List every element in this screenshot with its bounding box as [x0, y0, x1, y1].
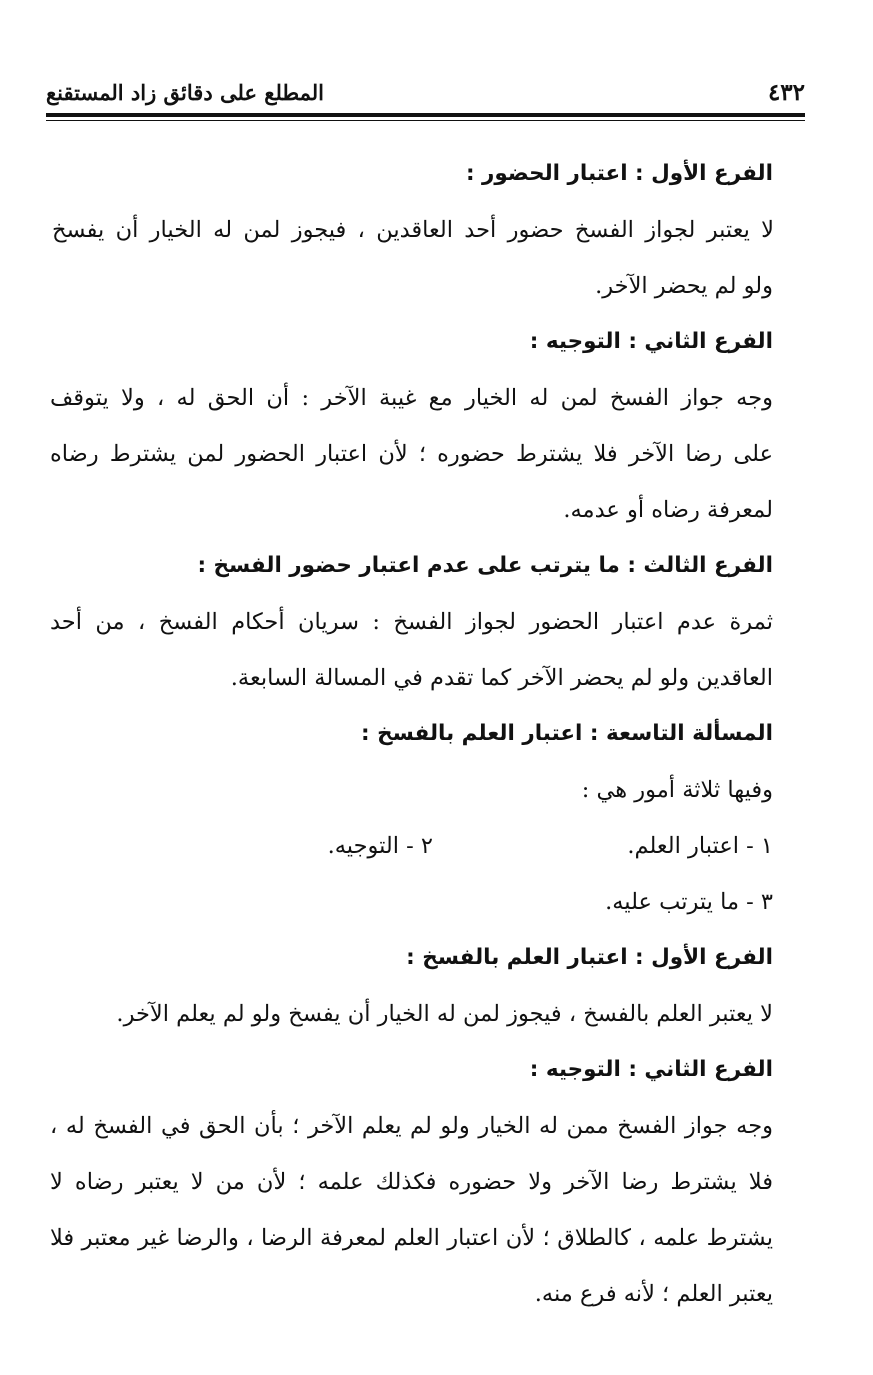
list-item: ١ - اعتبار العلم.	[627, 833, 773, 859]
page-header	[46, 72, 805, 112]
heading-branch-one-knowledge: الفرع الأول : اعتبار العلم بالفسخ :	[406, 945, 773, 970]
header-rule-thin	[46, 120, 805, 121]
header-rule-thick	[46, 113, 805, 117]
paragraph-line: ثمرة عدم اعتبار الحضور لجواز الفسخ : سريان أحكام الفسخ ، من أحد	[50, 609, 773, 635]
paragraph-line: العاقدين ولو لم يحضر الآخر كما تقدم في المسالة السابعة.	[230, 665, 773, 691]
paragraph-line: وفيها ثلاثة أمور هي :	[581, 777, 773, 803]
paragraph-line: يعتبر العلم ؛ لأنه فرع منه.	[534, 1281, 773, 1307]
list-item: ٢ - التوجيه.	[327, 833, 433, 859]
paragraph-line: يشترط علمه ، كالطلاق ؛ لأن اعتبار العلم لمعرفة الرضا ، والرضا غير معتبر فلا	[50, 1225, 773, 1251]
paragraph-line: لا يعتبر العلم بالفسخ ، فيجوز لمن له الخيار أن يفسخ ولو لم يعلم الآخر.	[116, 1001, 773, 1027]
heading-branch-two-justification: الفرع الثاني : التوجيه :	[529, 329, 773, 354]
running-title: المطلع على دقائق زاد المستقنع	[46, 79, 325, 105]
paragraph-line: وجه جواز الفسخ ممن له الخيار ولو لم يعلم الآخر ؛ بأن الحق في الفسخ له ،	[50, 1113, 773, 1139]
page-number: ٤٣٢	[767, 78, 805, 106]
page-body	[50, 146, 773, 1322]
paragraph-line: ولو لم يحضر الآخر.	[595, 273, 773, 299]
paragraph-line: فلا يشترط رضا الآخر ولا حضوره فكذلك علمه ؛ لأن من لا يعتبر رضاه لا	[50, 1169, 773, 1195]
paragraph-line: لا يعتبر لجواز الفسخ حضور أحد العاقدين ، فيجوز لمن له الخيار أن يفسخ	[52, 217, 774, 243]
heading-branch-three-consequence: الفرع الثالث : ما يترتب على عدم اعتبار حضور الفسخ :	[197, 553, 773, 578]
paragraph-line: على رضا الآخر فلا يشترط حضوره ؛ لأن اعتبار الحضور لمن يشترط رضاه	[50, 441, 773, 467]
paragraph-line: وجه جواز الفسخ لمن له الخيار مع غيبة الآخر : أن الحق له ، ولا يتوقف	[50, 385, 773, 411]
paragraph-line: لمعرفة رضاه أو عدمه.	[563, 497, 773, 523]
heading-branch-one-attendance: الفرع الأول : اعتبار الحضور :	[465, 161, 773, 186]
heading-ninth-issue: المسألة التاسعة : اعتبار العلم بالفسخ :	[361, 721, 773, 746]
numbered-list-row	[50, 818, 773, 874]
list-item: ٣ - ما يترتب عليه.	[605, 889, 773, 915]
heading-branch-two-justification: الفرع الثاني : التوجيه :	[529, 1057, 773, 1082]
